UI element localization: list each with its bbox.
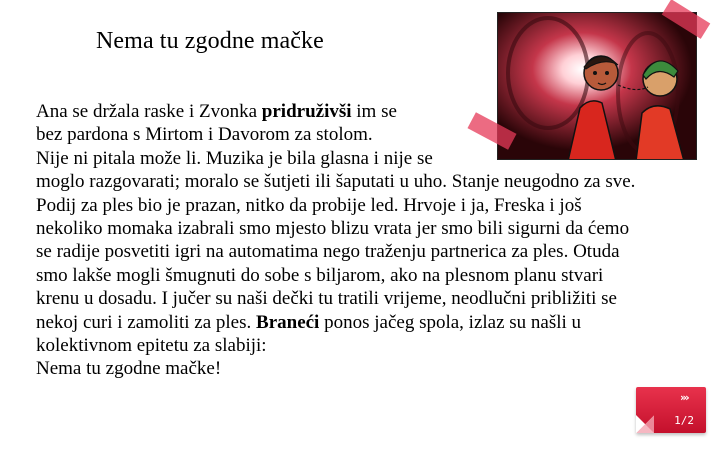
page-curl-shade xyxy=(636,415,654,433)
triple-chevron-right-icon: ››› xyxy=(680,391,688,404)
text-segment: Ana se držala raske i Zvonka xyxy=(36,101,262,122)
text-segment: nekoj curi i zamoliti za ples. xyxy=(36,311,257,333)
story-text xyxy=(36,100,686,381)
text-segment: im se xyxy=(351,101,397,122)
text-segment: ponos jačeg spola, izlaz su našli u xyxy=(319,311,582,333)
next-page-button[interactable] xyxy=(636,387,706,433)
text-line: smo lakše mogli šmugnuti do sobe s biljarom, ako na plesnom planu stvari xyxy=(36,264,604,286)
text-line: Nije ni pitala može li. Muzika je bila glasna i nije se xyxy=(36,147,433,169)
text-line: Nema tu zgodne mačke! xyxy=(36,358,222,380)
bold-word: pridruživši xyxy=(261,101,352,122)
text-line: krenu u dosadu. I jučer su naši dečki tu tratili vrijeme, neodlučni približiti se xyxy=(36,288,617,310)
text-line: se radije posvetiti igri na automatima nego traženju partnerica za ples. Otuda xyxy=(36,241,620,263)
text-line: moglo razgovarati; moralo se šutjeti ili šaputati u uho. Stanje neugodno za sve. xyxy=(36,171,636,193)
page-title: Nema tu zgodne mačke xyxy=(96,28,324,54)
page-indicator: 1/2 xyxy=(674,414,694,427)
text-line: bez pardona s Mirtom i Davorom za stolom. xyxy=(36,124,373,146)
text-line: nekoliko momaka izabrali smo mjesto blizu vrata jer smo bili sigurni da ćemo xyxy=(36,218,630,240)
text-line: kolektivnom epitetu za slabiji: xyxy=(36,335,267,357)
text-line xyxy=(36,100,686,123)
bold-word: Braneći xyxy=(256,311,320,333)
text-line xyxy=(36,311,686,334)
text-line: Podij za ples bio je prazan, nitko da probije led. Hrvoje i ja, Freska i još xyxy=(36,194,582,216)
